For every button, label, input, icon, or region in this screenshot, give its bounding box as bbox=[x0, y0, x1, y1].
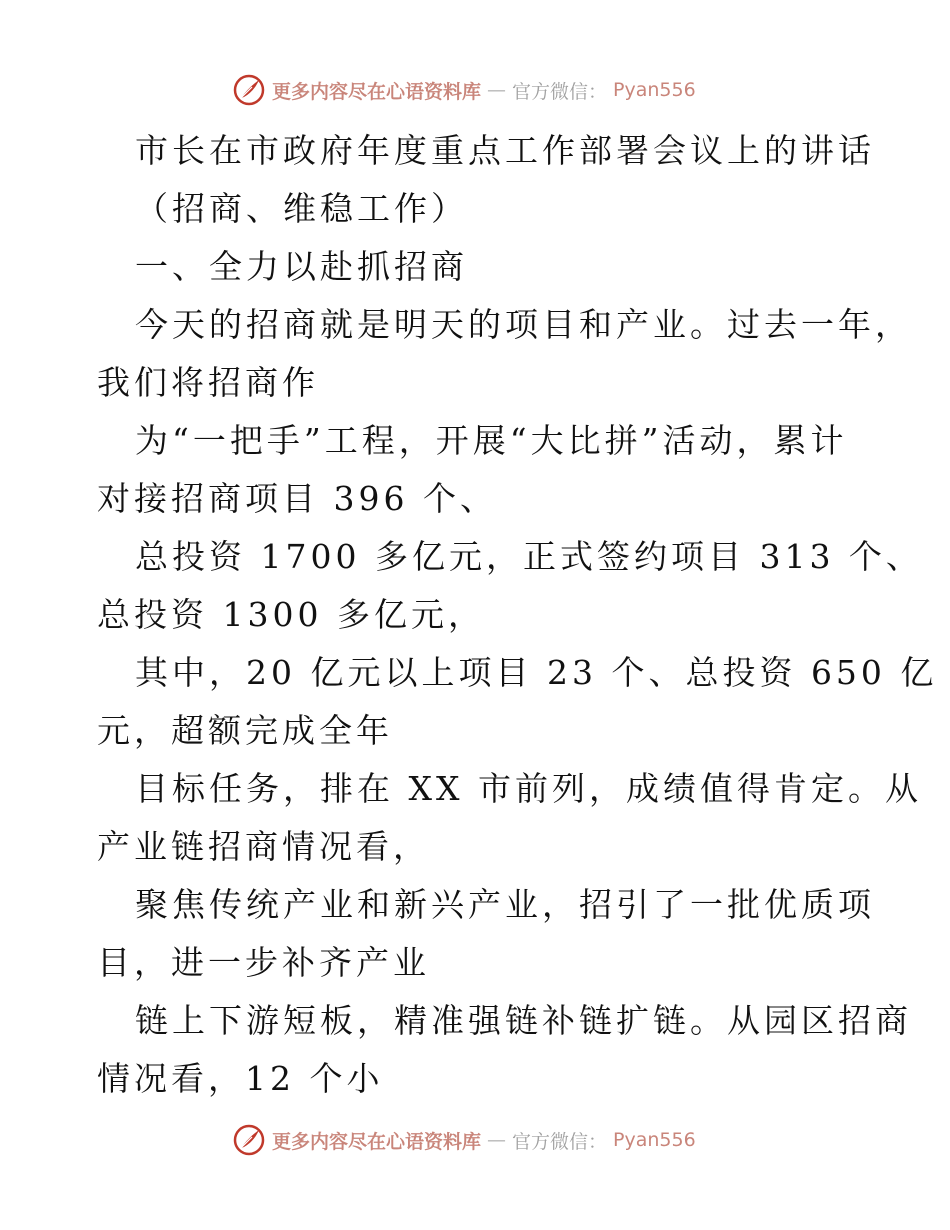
document-body bbox=[97, 122, 938, 1108]
paragraph-line: 总投资 1700 多亿元，正式签约项目 313 个、 bbox=[135, 537, 923, 576]
paragraph-line: 我们将招商作 bbox=[97, 363, 319, 402]
document-title: 市长在市政府年度重点工作部署会议上的讲话 bbox=[135, 131, 875, 170]
banner-account: Pyan556 bbox=[613, 1129, 696, 1151]
paragraph-line: 目，进一步补齐产业 bbox=[97, 943, 430, 982]
paragraph-line: 元，超额完成全年 bbox=[97, 711, 393, 750]
paragraph-line: 链上下游短板，精准强链补链扩链。从园区招商 bbox=[135, 1001, 912, 1040]
banner-dash: — bbox=[487, 79, 507, 101]
paragraph-line: 产业链招商情况看， bbox=[97, 827, 430, 866]
seal-feather-icon bbox=[232, 1123, 266, 1157]
banner-dash: — bbox=[487, 1129, 507, 1151]
banner-wechat-label: 官方微信： bbox=[512, 80, 608, 103]
paragraph-line: 总投资 1300 多亿元， bbox=[97, 595, 485, 634]
section-heading: 一、全力以赴抓招商 bbox=[135, 247, 468, 286]
footer-banner bbox=[232, 1120, 696, 1160]
banner-wechat-label: 官方微信： bbox=[512, 1130, 608, 1153]
paragraph-line: 今天的招商就是明天的项目和产业。过去一年， bbox=[135, 305, 912, 344]
banner-account: Pyan556 bbox=[613, 79, 696, 101]
paragraph-line: 聚焦传统产业和新兴产业，招引了一批优质项 bbox=[135, 885, 875, 924]
banner-slogan: 更多内容尽在心语资料库 bbox=[272, 1130, 482, 1153]
banner-slogan: 更多内容尽在心语资料库 bbox=[272, 80, 482, 103]
document-subtitle: （招商、维稳工作） bbox=[135, 189, 468, 228]
paragraph-line: 其中，20 亿元以上项目 23 个、总投资 650 亿 bbox=[135, 653, 938, 692]
seal-feather-icon bbox=[232, 73, 266, 107]
header-banner bbox=[232, 70, 696, 110]
paragraph-line: 情况看，12 个小 bbox=[97, 1059, 384, 1098]
paragraph-line: 目标任务，排在 XX 市前列，成绩值得肯定。从 bbox=[135, 769, 922, 808]
paragraph-line: 对接招商项目 396 个、 bbox=[97, 479, 497, 518]
paragraph-line: 为“一把手”工程，开展“大比拼”活动，累计 bbox=[135, 421, 848, 460]
